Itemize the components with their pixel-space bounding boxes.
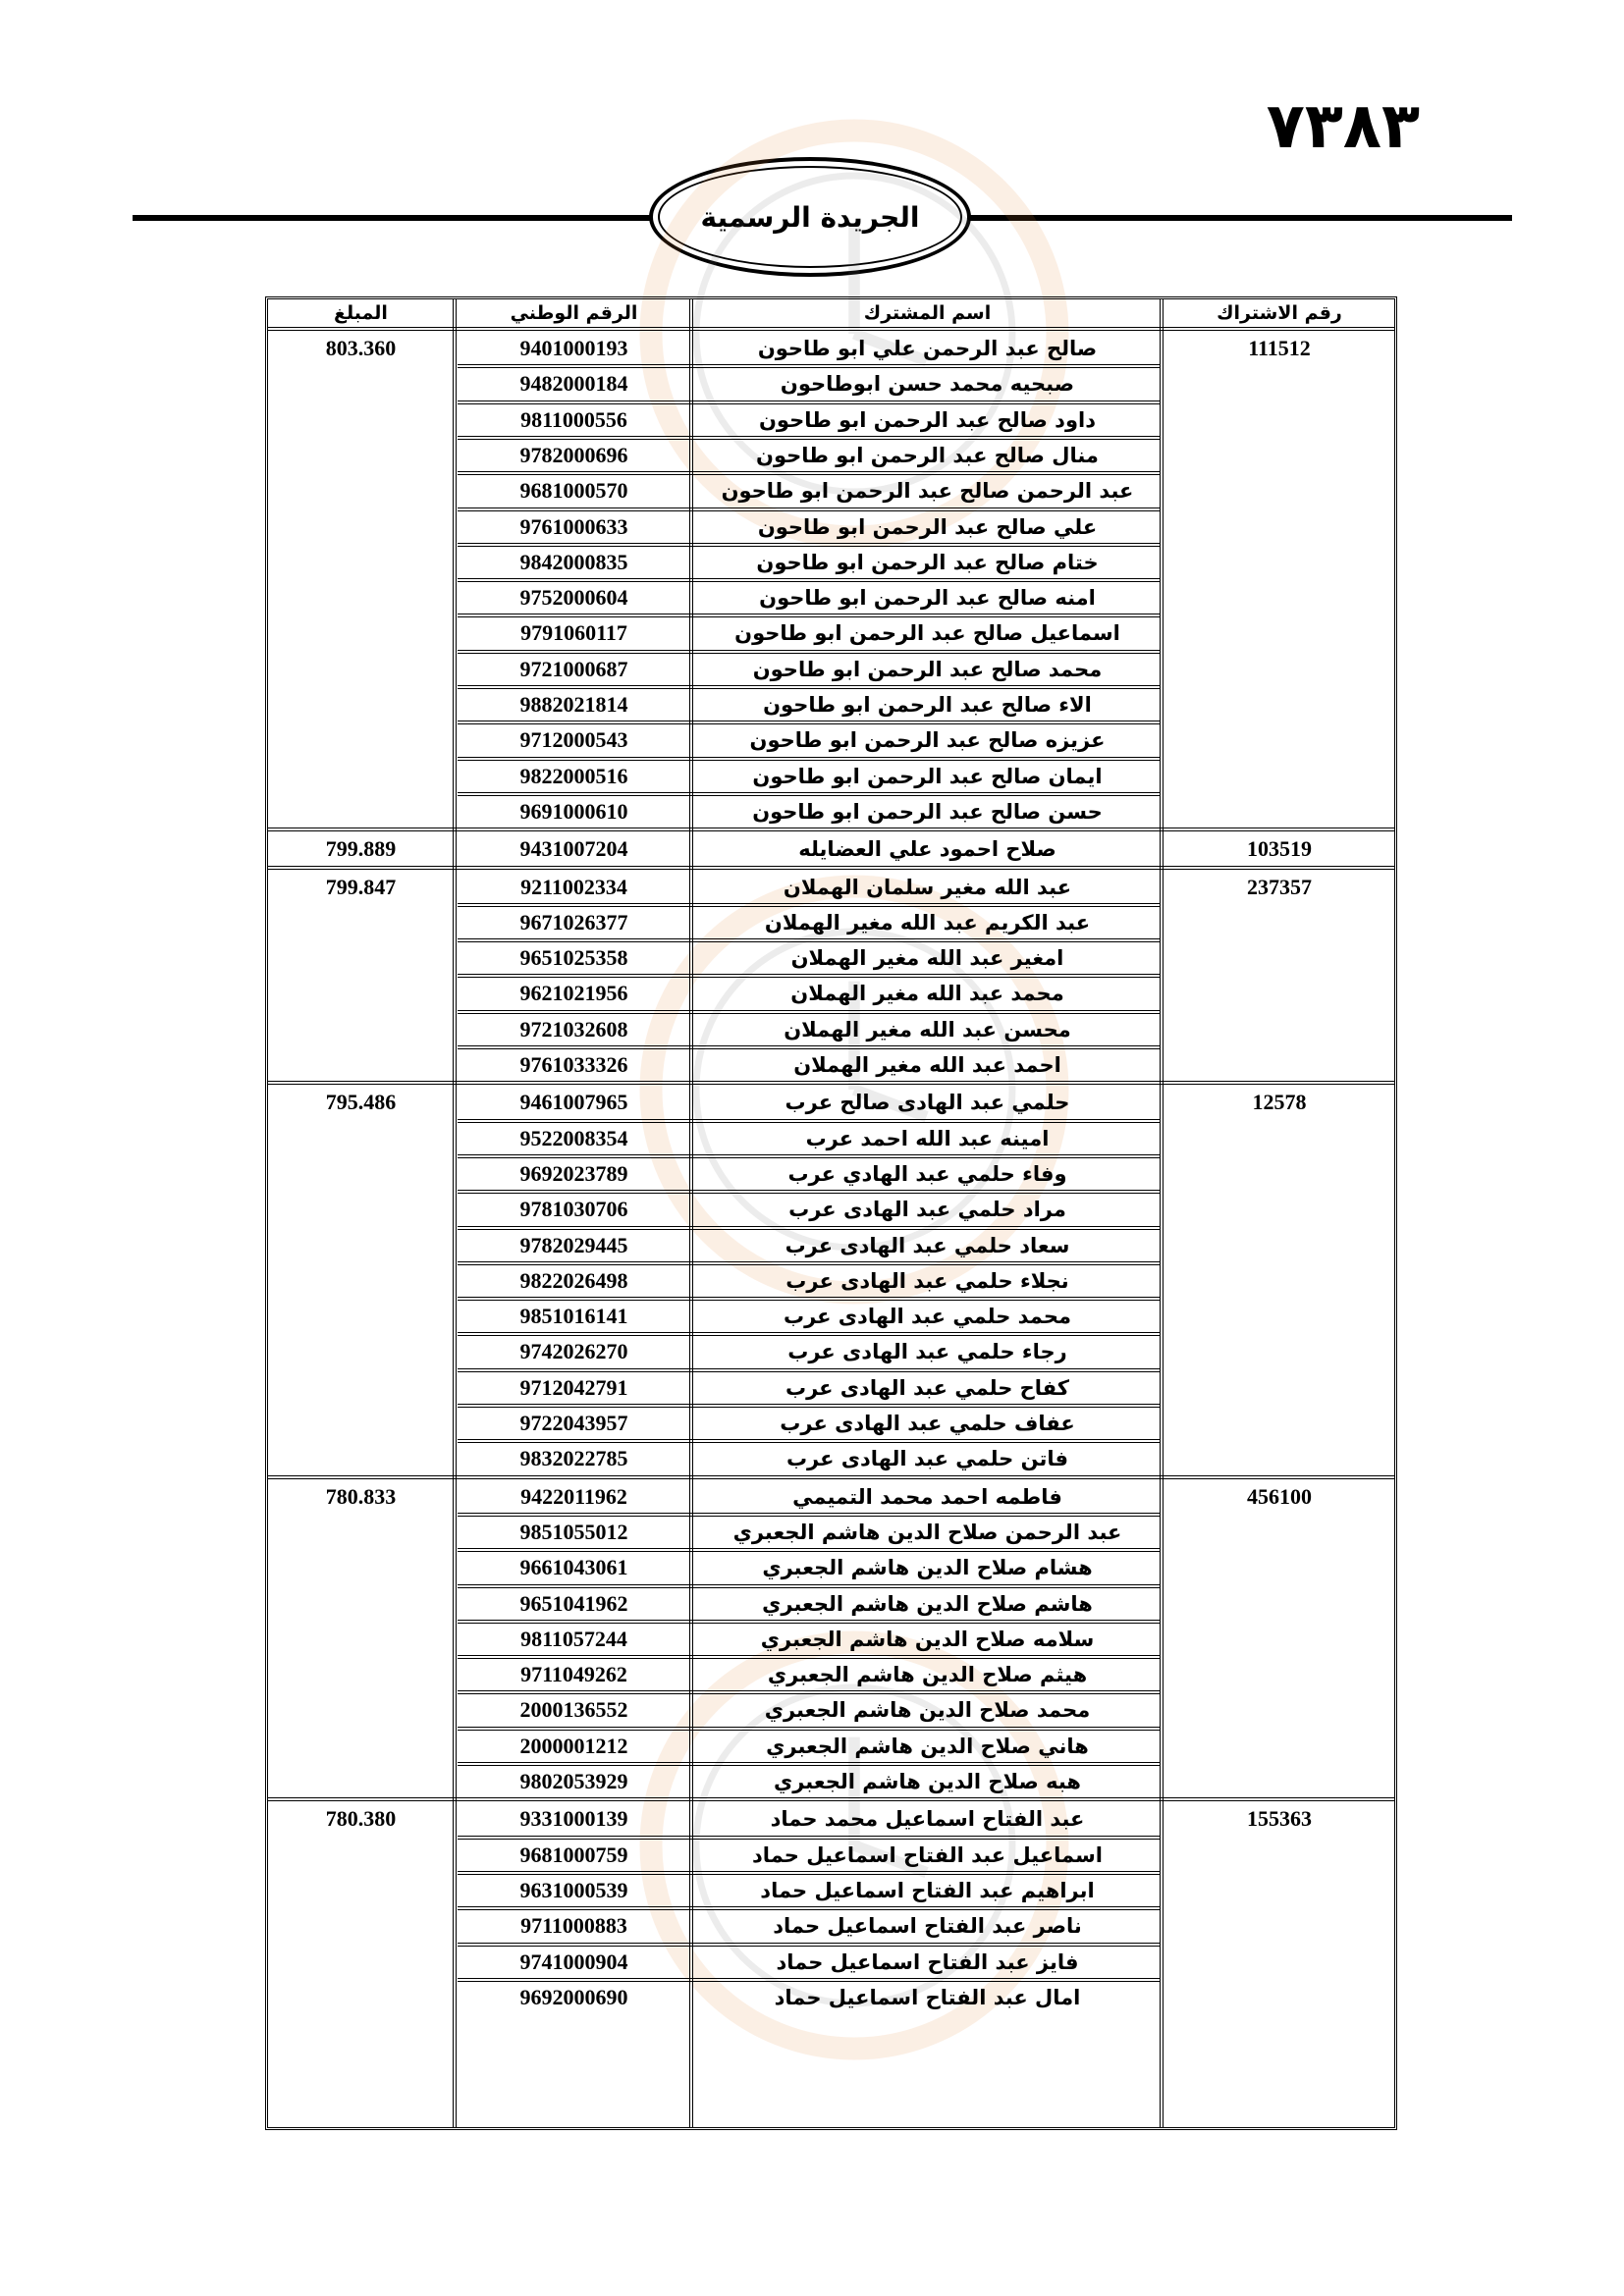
national-id: 9721032608 xyxy=(519,1016,628,1041)
subscriber-name: رجاء حلمي عبد الهادى عرب xyxy=(787,1340,1067,1364)
subscriber-name: عبد الرحمن صالح عبد الرحمن ابو طاحون xyxy=(721,479,1134,504)
subscriber-name: كفاح حلمي عبد الهادى عرب xyxy=(785,1375,1070,1400)
national-id: 9711049262 xyxy=(520,1662,627,1687)
subscriber-name: هاني صلاح الدين هاشم الجعبري xyxy=(766,1734,1089,1758)
national-id: 9822026498 xyxy=(519,1267,628,1293)
subscriber-name: حسن صالح عبد الرحمن ابو طاحون xyxy=(752,799,1103,824)
national-id: 9761000633 xyxy=(519,513,628,539)
national-id: 9832022785 xyxy=(519,1446,628,1471)
masthead-rule-right xyxy=(967,215,1512,221)
subscriber-name: هشام صلاح الدين هاشم الجعبري xyxy=(762,1556,1093,1580)
national-id: 2000001212 xyxy=(519,1733,628,1758)
header-subscriber-name: اسم المشترك xyxy=(863,302,992,324)
national-id: 9851016141 xyxy=(519,1304,628,1329)
subscription-no: 237357 xyxy=(1247,874,1312,899)
amount: 780.380 xyxy=(325,1806,397,1832)
national-id: 9681000759 xyxy=(519,1842,628,1867)
amount: 795.486 xyxy=(325,1090,397,1115)
subscriber-name: امينه عبد الله احمد عرب xyxy=(805,1126,1050,1150)
subscription-no: 456100 xyxy=(1247,1483,1312,1509)
header-subscription-no: رقم الاشتراك xyxy=(1217,302,1342,324)
national-id: 9692023789 xyxy=(519,1160,628,1186)
amount: 780.833 xyxy=(325,1483,397,1509)
national-id: 9482000184 xyxy=(519,371,628,397)
subscriber-name: مراد حلمي عبد الهادى عرب xyxy=(788,1198,1066,1222)
subscriber-name: محمد عبد الله مغير الهملان xyxy=(790,982,1064,1006)
subscriber-name: محسن عبد الله مغير الهملان xyxy=(784,1017,1071,1041)
national-id: 9752000604 xyxy=(519,585,628,611)
header-amount: المبلغ xyxy=(334,302,388,324)
subscriber-name: صالح عبد الرحمن علي ابو طاحون xyxy=(757,337,1098,360)
subscriber-name: محمد صالح عبد الرحمن ابو طاحون xyxy=(752,657,1103,681)
subscriber-name: محمد حلمي عبد الهادى عرب xyxy=(783,1305,1072,1329)
amount: 799.889 xyxy=(325,836,397,862)
subscriber-name: محمد صلاح الدين هاشم الجعبري xyxy=(764,1698,1091,1723)
national-id: 9711000883 xyxy=(520,1913,627,1939)
national-id: 9692000690 xyxy=(519,1984,628,2009)
gazette-masthead xyxy=(649,157,971,277)
national-id: 9781030706 xyxy=(519,1197,628,1222)
amount: 799.847 xyxy=(325,874,397,899)
subscriber-name: اسماعيل عبد الفتاح اسماعيل حماد xyxy=(752,1842,1103,1867)
national-id: 9851055012 xyxy=(519,1519,628,1544)
subscriber-name: امال عبد الفتاح اسماعيل حماد xyxy=(774,1985,1081,2009)
subscriber-name: ناصر عبد الفتاح اسماعيل حماد xyxy=(773,1914,1082,1939)
national-id: 2000136552 xyxy=(519,1697,628,1723)
national-id: 9631000539 xyxy=(519,1877,628,1902)
national-id: 9782000696 xyxy=(519,442,628,467)
national-id: 9651041962 xyxy=(519,1590,628,1616)
subscriber-name: نجلاء حلمي عبد الهادى عرب xyxy=(785,1268,1069,1293)
subscriber-name: داود صالح عبد الرحمن ابو طاحون xyxy=(758,407,1096,432)
subscriber-name: وفاء حلمي عبد الهادي عرب xyxy=(787,1161,1067,1186)
national-id: 9811057244 xyxy=(520,1626,627,1651)
national-id: 9331000139 xyxy=(519,1806,628,1832)
subscriber-name: هيثم صلاح الدين هاشم الجعبري xyxy=(767,1663,1088,1687)
subscriber-name: امنه صالح عبد الرحمن ابو طاحون xyxy=(759,586,1096,611)
national-id: 9651025358 xyxy=(519,945,628,971)
national-id: 9431007204 xyxy=(519,836,628,862)
national-id: 9822000516 xyxy=(519,763,628,788)
national-id: 9691000610 xyxy=(519,798,628,824)
national-id: 9802053929 xyxy=(519,1769,628,1793)
subscriber-name: سعاد حلمي عبد الهادى عرب xyxy=(785,1233,1070,1257)
subscribers-table xyxy=(265,296,1397,2130)
masthead-rule-left xyxy=(133,215,663,221)
subscription-no: 111512 xyxy=(1248,336,1311,360)
national-id: 9741000904 xyxy=(519,1949,628,1974)
national-id: 9712042791 xyxy=(519,1374,628,1400)
subscriber-name: صلاح احمود علي العضايله xyxy=(798,837,1056,862)
national-id: 9842000835 xyxy=(519,549,628,574)
national-id: 9791060117 xyxy=(520,620,627,646)
national-id: 9742026270 xyxy=(519,1339,628,1364)
gazette-title: الجريدة الرسمية xyxy=(700,200,920,234)
national-id: 9721000687 xyxy=(519,656,628,681)
national-id: 9621021956 xyxy=(519,981,628,1006)
subscriber-name: فاتن حلمي عبد الهادى عرب xyxy=(785,1447,1069,1471)
subscriber-name: منال صالح عبد الرحمن ابو طاحون xyxy=(756,443,1099,467)
national-id: 9722043957 xyxy=(519,1411,628,1435)
subscriber-name: امغير عبد الله مغير الهملان xyxy=(790,946,1064,971)
national-id: 9422011962 xyxy=(520,1483,627,1509)
subscriber-name: عبد الرحمن صلاح الدين هاشم الجعبري xyxy=(732,1520,1122,1544)
amount: 803.360 xyxy=(325,336,397,360)
subscriber-name: ابراهيم عبد الفتاح اسماعيل حماد xyxy=(760,1878,1095,1902)
subscriber-name: عبد الكريم عبد الله مغير الهملان xyxy=(764,910,1091,934)
national-id: 9401000193 xyxy=(519,336,628,360)
subscriber-name: ختام صالح عبد الرحمن ابو طاحون xyxy=(756,550,1099,574)
page-number: ٧٣٨٣ xyxy=(1266,90,1420,163)
subscriber-name: عفاف حلمي عبد الهادى عرب xyxy=(780,1412,1075,1435)
subscriber-name: الاء صالح عبد الرحمن ابو طاحون xyxy=(763,693,1092,717)
subscriber-name: علي صالح عبد الرحمن ابو طاحون xyxy=(757,514,1098,539)
column-divider xyxy=(453,299,457,2127)
national-id: 9661043061 xyxy=(519,1555,628,1580)
subscriber-name: هبه صلاح الدين هاشم الجعبري xyxy=(773,1770,1081,1793)
subscriber-name: عبد الله مغير سلمان الهملان xyxy=(783,875,1072,899)
national-id: 9811000556 xyxy=(520,406,627,432)
national-id: 9712000543 xyxy=(519,727,628,753)
header-national-id: الرقم الوطني xyxy=(510,302,638,324)
national-id: 9522008354 xyxy=(519,1125,628,1150)
subscriber-name: ايمان صالح عبد الرحمن ابو طاحون xyxy=(752,764,1103,788)
national-id: 9461007965 xyxy=(519,1090,628,1115)
national-id: 9671026377 xyxy=(519,909,628,934)
subscriber-name: سلامه صلاح الدين هاشم الجعبري xyxy=(760,1627,1095,1651)
subscriber-name: صبحيه محمد حسن ابوطاحون xyxy=(780,372,1075,397)
national-id: 9882021814 xyxy=(519,692,628,717)
subscription-no: 12578 xyxy=(1252,1090,1307,1115)
subscription-no: 103519 xyxy=(1247,836,1312,862)
national-id: 9761033326 xyxy=(519,1052,628,1077)
national-id: 9211002334 xyxy=(520,874,627,899)
subscriber-name: احمد عبد الله مغير الهملان xyxy=(793,1053,1061,1077)
subscriber-name: فايز عبد الفتاح اسماعيل حماد xyxy=(776,1949,1079,1974)
subscriber-name: حلمي عبد الهادى صالح عرب xyxy=(785,1091,1070,1115)
subscriber-name: اسماعيل صالح عبد الرحمن ابو طاحون xyxy=(734,621,1120,646)
national-id: 9782029445 xyxy=(519,1232,628,1257)
subscription-no: 155363 xyxy=(1247,1806,1312,1832)
national-id: 9681000570 xyxy=(519,478,628,504)
subscriber-name: هاشم صلاح الدين هاشم الجعبري xyxy=(762,1591,1093,1616)
subscriber-name: عزيزه صالح عبد الرحمن ابو طاحون xyxy=(749,728,1106,753)
subscriber-name: فاطمه احمد محمد التميمي xyxy=(792,1484,1062,1509)
subscriber-name: عبد الفتاح اسماعيل محمد حماد xyxy=(770,1807,1085,1832)
